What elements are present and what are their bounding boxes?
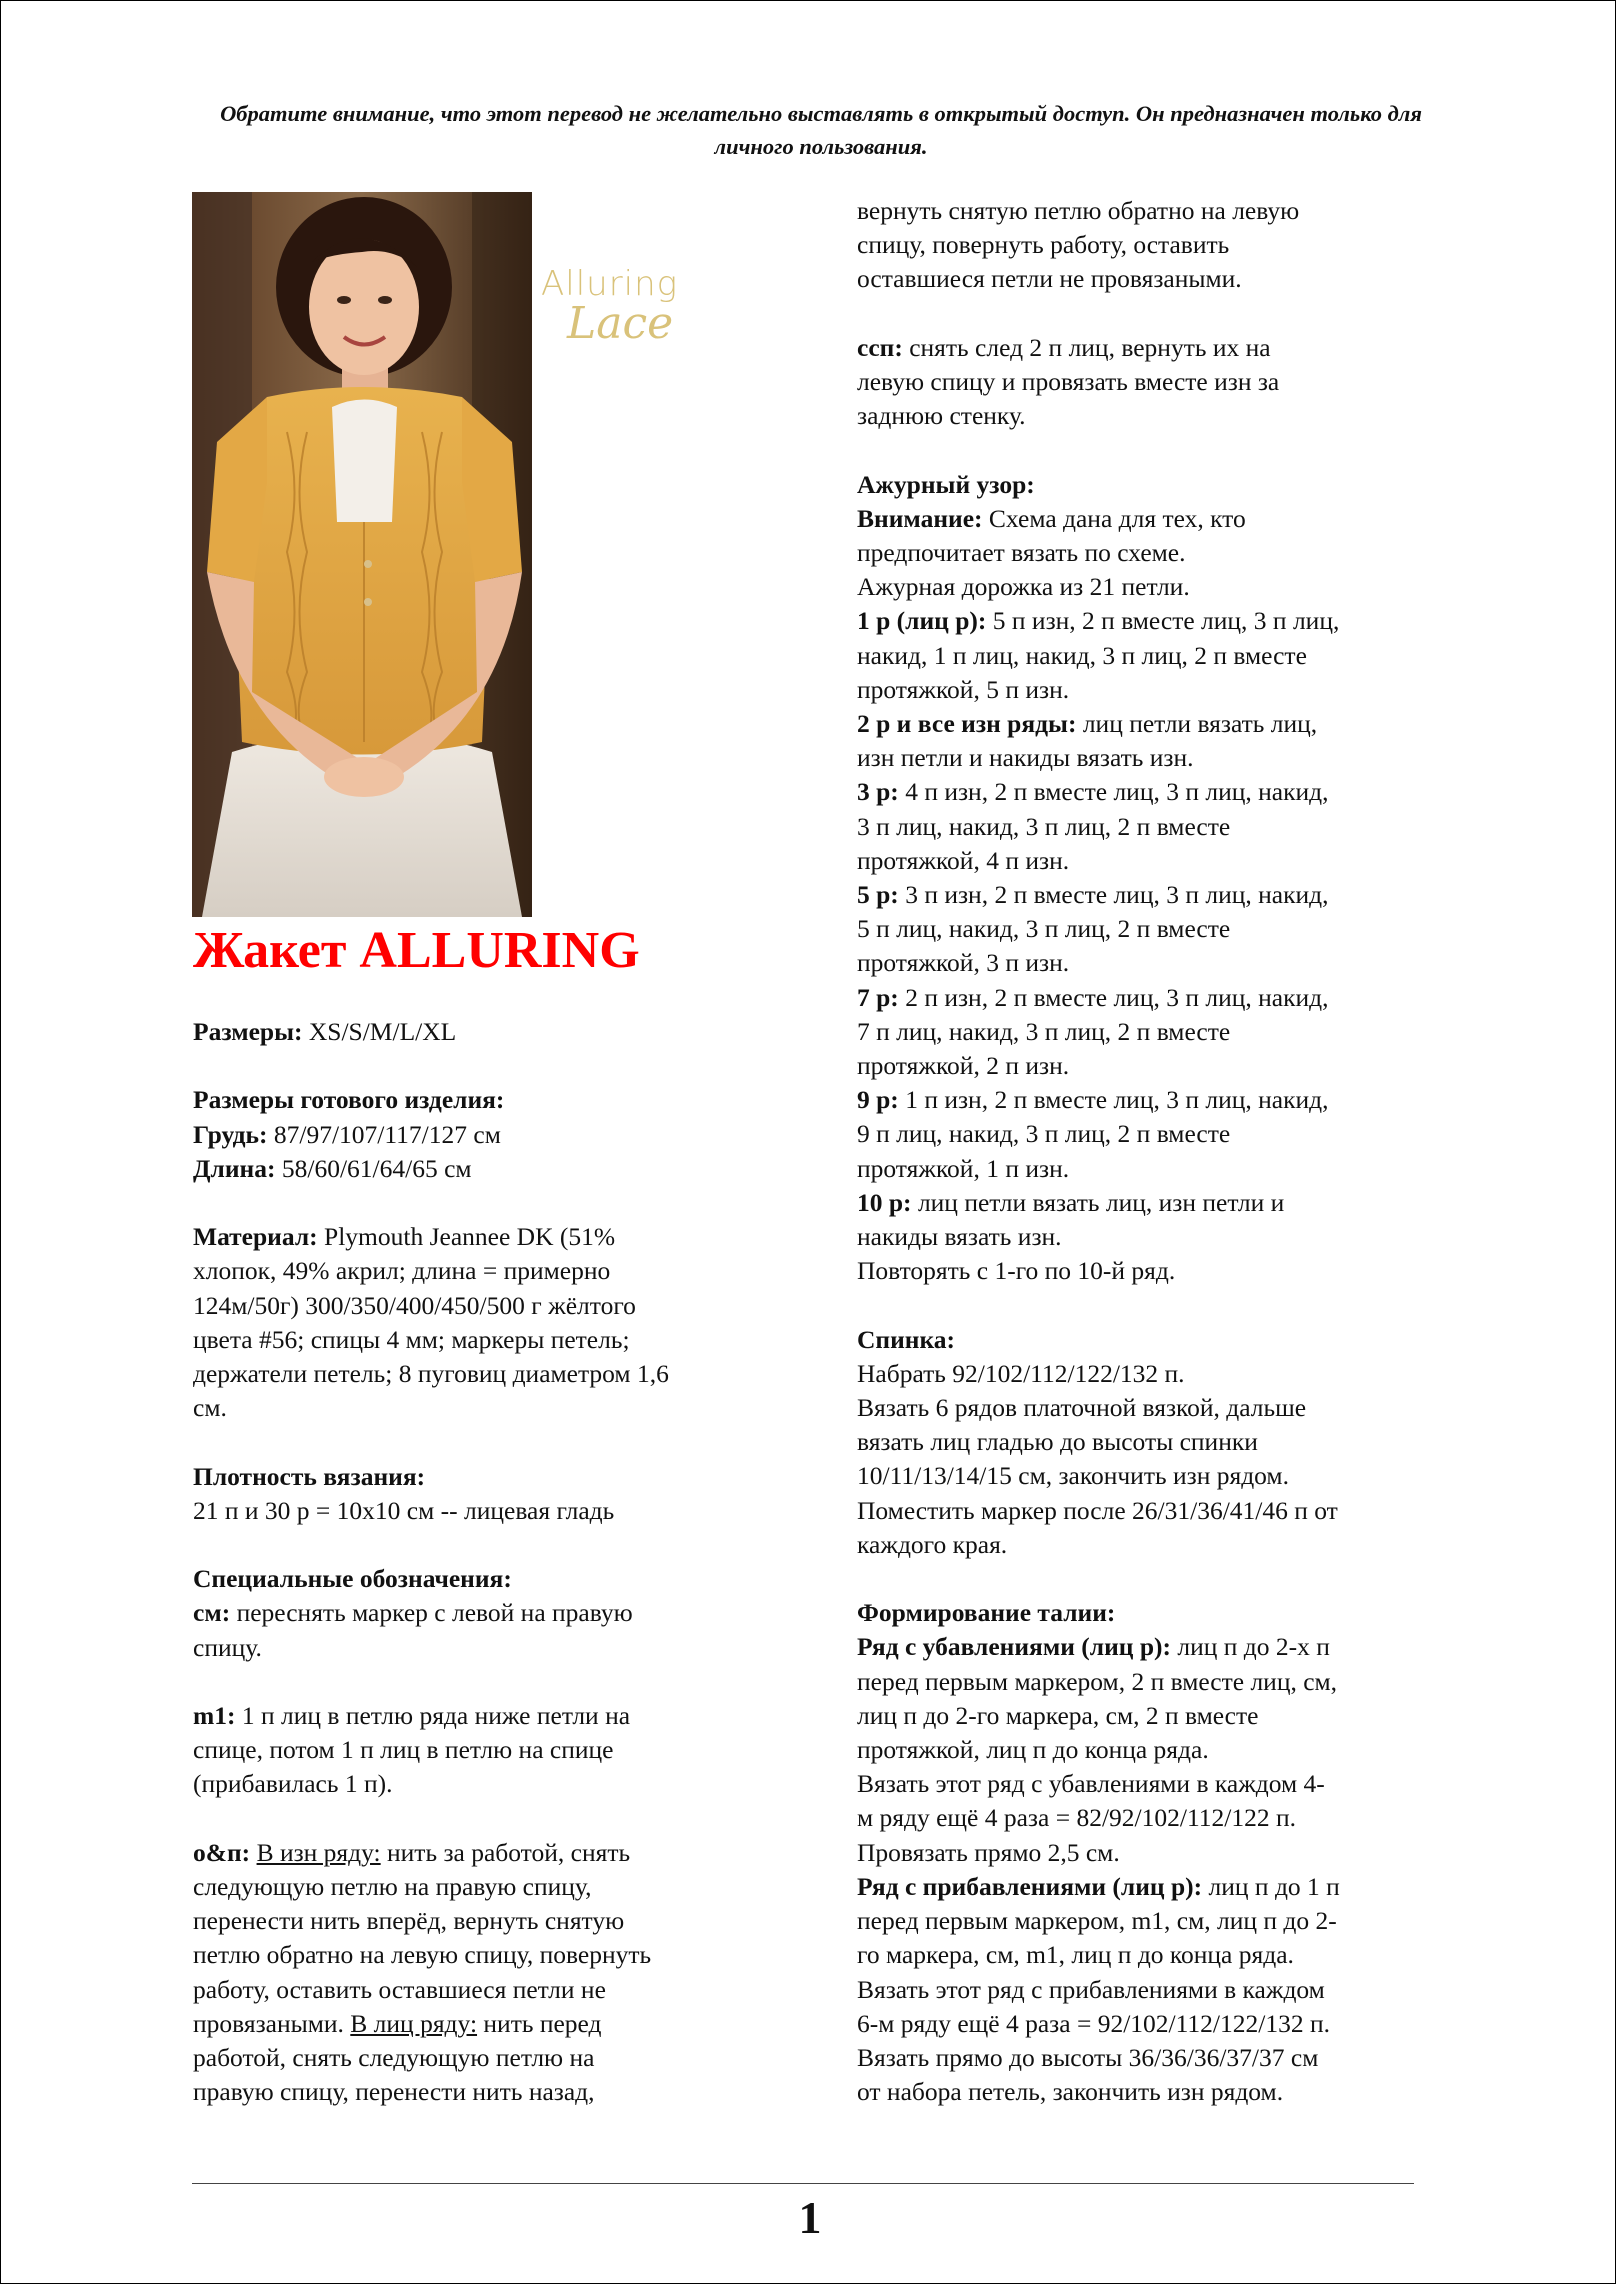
att-label: Внимание: — [857, 503, 983, 533]
wt-line-5: работу, оставить оставшиеся петли не — [193, 1974, 606, 2004]
sm-text-1: переснять маркер с левой на правую — [230, 1598, 633, 1628]
row9-label: 9 р: — [857, 1085, 899, 1115]
chest-label: Грудь: — [193, 1119, 268, 1149]
logo-line-alluring: Alluring — [541, 264, 679, 304]
row1-line-1 — [857, 604, 1437, 638]
cont-line-2: спицу, повернуть работу, оставить — [857, 230, 1230, 260]
cont-line-1: вернуть снятую петлю обратно на левую — [857, 196, 1300, 225]
usage-notice: Обратите внимание, что этот перевод не желательно выставлять в открытый доступ. Он предназначен только для личного пользования. — [220, 101, 1422, 159]
row5-label: 5 р: — [857, 880, 899, 910]
row9-text-1: 1 п изн, 2 п вместе лиц, 3 п лиц, накид, — [898, 1085, 1329, 1115]
inc-label: Ряд с прибавлениями (лиц р): — [857, 1871, 1203, 1901]
att-line-2: предпочитает вязать по схеме. — [857, 538, 1186, 567]
length-line — [193, 1152, 763, 1186]
material-line-4: цвета #56; спицы 4 мм; маркеры петель; — [193, 1324, 630, 1354]
material-line-6: см. — [193, 1393, 227, 1423]
back-line-4: 10/11/13/14/15 см, закончить изн рядом. — [857, 1461, 1289, 1491]
row2-line-1 — [857, 707, 1437, 741]
footer-divider — [192, 2183, 1414, 2184]
ssp-line-1 — [857, 331, 1437, 365]
inc-line-7: от набора петель, закончить изн рядом. — [857, 2077, 1284, 2107]
gauge-text: 21 п и 30 р = 10х10 см -- лицевая гладь — [193, 1495, 615, 1525]
material-label: Материал: — [193, 1222, 318, 1252]
m1-label: m1: — [193, 1700, 236, 1730]
special-heading: Специальные обозначения: — [193, 1564, 512, 1594]
finished-heading: Размеры готового изделия: — [193, 1085, 505, 1115]
chest-line — [193, 1118, 763, 1152]
row1-line-3: протяжкой, 5 п изн. — [857, 674, 1070, 704]
row9-line-2: 9 п лиц, накид, 3 п лиц, 2 п вместе — [857, 1119, 1231, 1149]
ssp-line-3: заднюю стенку. — [857, 401, 1026, 431]
sizes-value: XS/S/M/L/XL — [302, 1017, 457, 1046]
waist-heading: Формирование талии: — [857, 1598, 1116, 1628]
material-line-1 — [193, 1220, 763, 1254]
left-column — [193, 1015, 763, 2109]
chest-value: 87/97/107/117/127 см — [267, 1119, 501, 1149]
m1-line-1 — [193, 1699, 763, 1733]
back-heading: Спинка: — [857, 1324, 956, 1354]
wt-right-side-label: В лиц ряду: — [350, 2008, 478, 2038]
length-label: Длина: — [193, 1153, 276, 1183]
ssp-line-2: левую спицу и провязать вместе изн за — [857, 367, 1280, 396]
row2-line-2: изн петли и накиды вязать изн. — [857, 743, 1194, 773]
wt-line-4: петлю обратно на левую спицу, повернуть — [193, 1940, 652, 1970]
wt-text-6b: нить перед — [477, 2008, 602, 2038]
ssp-label: ссп: — [857, 332, 903, 362]
back-line-1: Набрать 92/102/112/122/132 п. — [857, 1358, 1185, 1388]
att-line-3: Ажурная дорожка из 21 петли. — [857, 572, 1190, 602]
wt-line-6 — [193, 2007, 763, 2041]
wt-wrong-side-label: В изн ряду: — [256, 1837, 381, 1867]
row10-line-2: накиды вязать изн. — [857, 1222, 1062, 1252]
back-line-3: вязать лиц гладью до высоты спинки — [857, 1427, 1258, 1457]
repeat-line: Повторять с 1-го по 10-й ряд. — [857, 1256, 1176, 1286]
row1-label: 1 р (лиц р): — [857, 606, 987, 636]
page-title: Жакет ALLURING — [193, 922, 640, 979]
dec-line-6: м ряду ещё 4 раза = 82/92/102/112/122 п. — [857, 1803, 1296, 1833]
inc-line-6: Вязать прямо до высоты 36/36/36/37/37 см — [857, 2042, 1319, 2072]
row2-label: 2 р и все изн ряды: — [857, 709, 1077, 739]
sm-label: см: — [193, 1598, 231, 1628]
row2-text-1: лиц петли вязать лиц, — [1076, 709, 1318, 739]
row7-line-1 — [857, 981, 1437, 1015]
dec-line-2: перед первым маркером, 2 п вместе лиц, см, — [857, 1666, 1338, 1696]
inc-line-2: перед первым маркером, m1, см, лиц п до 2- — [857, 1906, 1337, 1936]
att-text-1: Схема дана для тех, кто — [982, 503, 1246, 533]
m1-line-2: спице, потом 1 п лиц в петлю на спице — [193, 1735, 614, 1765]
right-column — [857, 194, 1437, 2109]
gauge-heading: Плотность вязания: — [193, 1461, 426, 1491]
logo-line-lace: Lace — [567, 298, 674, 349]
row3-line-2: 3 п лиц, накид, 3 п лиц, 2 п вместе — [857, 811, 1231, 841]
row3-text-1: 4 п изн, 2 п вместе лиц, 3 п лиц, накид, — [898, 777, 1329, 807]
photo-caption-logo — [541, 264, 678, 349]
dec-line-1 — [857, 1630, 1437, 1664]
wt-line-2: следующую петлю на правую спицу, — [193, 1871, 592, 1901]
row5-line-2: 5 п лиц, накид, 3 п лиц, 2 п вместе — [857, 914, 1231, 944]
length-value: 58/60/61/64/65 см — [275, 1153, 472, 1183]
sizes-line — [193, 1015, 763, 1049]
row5-line-3: протяжкой, 3 п изн. — [857, 948, 1070, 978]
wt-line-8: правую спицу, перенести нить назад, — [193, 2077, 595, 2107]
row1-line-2: накид, 1 п лиц, накид, 3 п лиц, 2 п вместе — [857, 640, 1307, 670]
back-line-2: Вязать 6 рядов платочной вязкой, дальше — [857, 1393, 1307, 1423]
wt-line-1 — [193, 1836, 763, 1870]
inc-line-4: Вязать этот ряд с прибавлениями в каждом — [857, 1974, 1325, 2004]
back-line-5: Поместить маркер после 26/31/36/41/46 п от — [857, 1495, 1338, 1525]
inc-line-3: го маркера, см, m1, лиц п до конца ряда. — [857, 1940, 1294, 1970]
row10-label: 10 р: — [857, 1187, 912, 1217]
inc-text-1: лиц п до 1 п — [1202, 1871, 1340, 1901]
dec-line-7: Провязать прямо 2,5 см. — [857, 1837, 1120, 1867]
row9-line-3: протяжкой, 1 п изн. — [857, 1153, 1070, 1183]
row7-line-2: 7 п лиц, накид, 3 п лиц, 2 п вместе — [857, 1016, 1231, 1046]
sm-line-1 — [193, 1596, 763, 1630]
dec-line-5: Вязать этот ряд с убавлениями в каждом 4- — [857, 1769, 1325, 1799]
dec-line-4: протяжкой, лиц п до конца ряда. — [857, 1735, 1209, 1765]
material-line-2: хлопок, 49% акрил; длина = примерно — [193, 1256, 611, 1286]
wt-line-7: работой, снять следующую петлю на — [193, 2043, 595, 2072]
model-photo — [192, 192, 532, 917]
material-text-1: Plymouth Jeannee DK (51% — [317, 1222, 616, 1252]
material-line-5: держатели петель; 8 пуговиц диаметром 1,6 — [193, 1359, 669, 1388]
row7-line-3: протяжкой, 2 п изн. — [857, 1051, 1070, 1081]
row3-label: 3 р: — [857, 777, 899, 807]
wt-line-3: перенести нить вперёд, вернуть снятую — [193, 1906, 625, 1936]
row10-line-1 — [857, 1186, 1437, 1220]
inc-line-5: 6-м ряду ещё 4 раза = 92/102/112/122/132 п. — [857, 2008, 1330, 2038]
row7-text-1: 2 п изн, 2 п вместе лиц, 3 п лиц, накид, — [898, 982, 1329, 1012]
lace-heading: Ажурный узор: — [857, 469, 1035, 499]
row7-label: 7 р: — [857, 982, 899, 1012]
row5-text-1: 3 п изн, 2 п вместе лиц, 3 п лиц, накид, — [898, 880, 1329, 910]
m1-line-3: (прибавилась 1 п). — [193, 1769, 393, 1799]
dec-label: Ряд с убавлениями (лиц р): — [857, 1632, 1171, 1662]
ssp-text-1: снять след 2 п лиц, вернуть их на — [902, 332, 1271, 362]
row9-line-1 — [857, 1083, 1437, 1117]
wt-label: о&п: — [193, 1837, 251, 1867]
model-photo-illustration — [192, 192, 532, 917]
row1-text-1: 5 п изн, 2 п вместе лиц, 3 п лиц, — [986, 606, 1340, 636]
dec-line-3: лиц п до 2-го маркера, см, 2 п вместе — [857, 1700, 1259, 1730]
cont-line-3: оставшиеся петли не провязаными. — [857, 264, 1242, 294]
material-line-3: 124м/50г) 300/350/400/450/500 г жёлтого — [193, 1290, 636, 1320]
back-line-6: каждого края. — [857, 1529, 1008, 1559]
row10-text-1: лиц петли вязать лиц, изн петли и — [911, 1187, 1285, 1217]
wt-text-1: нить за работой, снять — [380, 1837, 631, 1867]
sizes-label: Размеры: — [193, 1017, 303, 1046]
inc-line-1 — [857, 1870, 1437, 1904]
dec-text-1: лиц п до 2-х п — [1171, 1632, 1330, 1662]
att-line-1 — [857, 502, 1437, 536]
wt-text-6a: провязаными. — [193, 2008, 351, 2038]
sm-line-2: спицу. — [193, 1632, 262, 1662]
m1-text-1: 1 п лиц в петлю ряда ниже петли на — [235, 1700, 631, 1730]
row3-line-1 — [857, 775, 1437, 809]
row3-line-3: протяжкой, 4 п изн. — [857, 845, 1070, 875]
page-number: 1 — [798, 2192, 822, 2243]
row5-line-1 — [857, 878, 1437, 912]
